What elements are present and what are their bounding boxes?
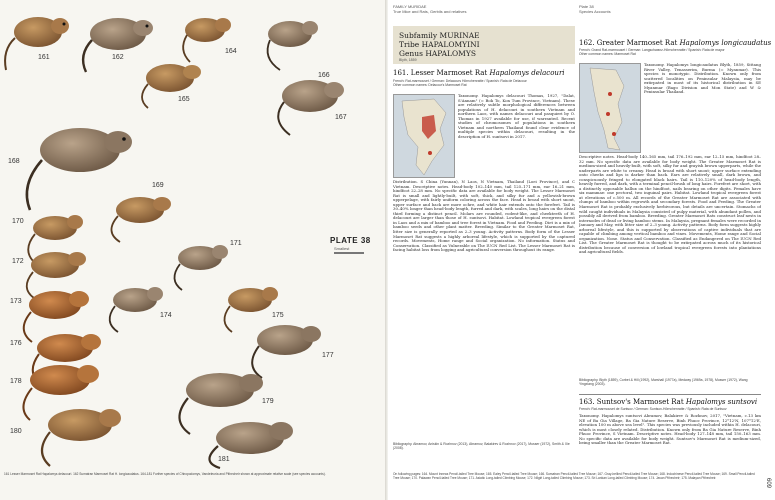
figure-number: 161 bbox=[38, 54, 50, 61]
species-162-common-name: 162. Greater Marmoset Rat bbox=[579, 39, 678, 47]
species-161-bibliography: Bibliography. Abramov, Aniskin & Rozhnov (2013), Abramov, Balakirev & Rozhnov (2017), Musser (1972), Smith & Xie (2008). bbox=[393, 442, 570, 451]
figure-number: 180 bbox=[10, 428, 22, 435]
species-161-title bbox=[393, 69, 565, 77]
species-161-common-name: 161. Lesser Marmoset Rat bbox=[393, 69, 488, 77]
animal-164 bbox=[183, 18, 231, 62]
plate-page bbox=[0, 0, 386, 500]
figure-number: 175 bbox=[272, 312, 284, 319]
figure-number: 173 bbox=[10, 298, 22, 305]
running-header-right bbox=[579, 4, 611, 14]
species-162-taxonomy: Taxonomy. Hapalomys longicaudatus Blyth, 1859, Sittang River Valley, Tenasserim, Burma (= Myanmar). This species is monotypic. Distribution. Known only from scattered localities on Peninsular Malaysia, may be extirpated in most of its historical distribution in SE Myanmar (Bago Division and Mon State) and W & Peninsular Thailand. bbox=[644, 63, 761, 95]
plate-caption: 161 Lesser Marmoset Rat Hapalomys delacouri. 162 Sumatran Marmoset Rat H. longicaudatus. 164-181 Further species of Chiropodomys, Vandeleuria and Pithecheir shown at approximate relative scale (see species accounts). bbox=[4, 472, 326, 476]
figure-number: 171 bbox=[230, 240, 242, 247]
species-163-names: French: Rat-marmouset de Suntsov / German: Suntsov-Hörnchenratte / Spanish: Rata de Suntsov bbox=[579, 407, 727, 411]
species-161-scientific-name: Hapalomys delacouri bbox=[489, 69, 565, 77]
animal-166 bbox=[268, 21, 318, 70]
genus-authority: Blyth, 1859 bbox=[399, 58, 417, 62]
species-161-names: French: Rat-marmouset / German: Delacours Hörnchenratte / Spanish: Rata de Delacour Other common names: Delacour's Marmoset Rat bbox=[393, 79, 527, 88]
figure-number: 164 bbox=[225, 48, 237, 55]
species-162-scientific-name: Hapalomys longicaudatus bbox=[679, 39, 772, 47]
species-162-names: French: Grand Rat-marmouset / German: Langschwanz-Hörnchenratte / Spanish: Rata de mayor Other common names: Marmoset Rat bbox=[579, 48, 725, 57]
animal-165 bbox=[142, 64, 201, 108]
species-163-scientific-name: Hapalomys suntsovi bbox=[685, 398, 758, 406]
footer-caption: On following pages: 164. Mount Inneas Pencil-tailed Tree Mouse; 165. Ealey Pencil-tailed Tree Mouse; 166. Sumatran Pencil-tailed Tree Mouse; 167. Gray-bellied Pencil-tailed Tree Mouse; 168. Indochinese Pencil-tailed Tree Mouse; 169. Small Pencil-tailed Tree Mouse; 170. Palawan Pencil-tailed Tree Mouse; 171. Asiatic Long-tailed Climbing Mouse; 172. Nilgiri Long-tailed Climbing Mouse; 173. Sri Lankan Long-tailed Climbing Mouse; 174. Javan Pithecheir; 175. Malayan Pithecheir. bbox=[393, 472, 755, 481]
animal-169 bbox=[111, 197, 171, 242]
range-map-land bbox=[394, 95, 456, 179]
species-163-common-name: 163. Suntsov's Marmoset Rat bbox=[579, 398, 684, 406]
figure-number: 166 bbox=[318, 72, 330, 79]
animal-161 bbox=[5, 17, 69, 70]
figure-number: 179 bbox=[262, 398, 274, 405]
species-161-account: Distribution. S China (Yunnan), N Laos, N Vietnam, Thailand (Loei Province), and C Vietnam. Descriptive notes. Head-body 102–140 mm, tail 125–171 mm, ear 16–21 mm, hindfoot 22–28 mm. No specific data are available for body weight. The Lesser Marmoset Rat is small and lightly-built, with soft, thick, and silky fur and a yellowish-brown upperpelage, with fairly uniform coloring across the face. Head is broad with short snout, upper surface and back are more ochre, and white hair extends onto the forefeet. Tail is 30–40% longer than head-body length, furred and dark, with scales, long hairs on the distal third forming a distinct pencil. Molars are rounded, rodent-like, and cheekteeth of H. delacouri are larger than those of H. suntsovi. Habitat. Lowland tropical evergreen forest in Laos and a mix of bamboo and tree forest in Vietnam. Food and Feeding. Diet is a mix of bamboo seeds and other plant matter. Breeding. Similar to the Greater Marmoset Rat, litter size is generally reported as 2–3 young. Activity patterns. Body form of the Lesser Marmoset Rat suggests a highly arboreal lifestyle, which is supported by the captured records. Movements, Home range and Social organization. No information. Status and Conservation. Classified as Vulnerable on The IUCN Red List. The Lesser Marmoset Rat is facing habitat loss from logging and agricultural conversion throughout its range. bbox=[393, 180, 575, 253]
range-map-land bbox=[580, 64, 642, 154]
figure-number: 170 bbox=[12, 218, 24, 225]
genus-heading: Genus HAPALOMYS bbox=[399, 49, 476, 58]
running-header-left bbox=[393, 4, 466, 14]
family-title: FAMILY MURIDAE bbox=[393, 4, 427, 9]
animal-171 bbox=[174, 245, 228, 290]
species-163-account: Taxonomy. Hapalomys suntsovi Abramov, Balakirev & Rozhnov, 2017, "Vietnam, c.13 km NE of Ba Gia Village, Ba Gia Nature Reserve, Binh Phuoc Province, 12°12'N, 107°12'E, elevation 100 m above sea level". This species was previously included within H. delacouri, which is most closely related. Distribution. Known only from Ba Gia Nature Reserve, Binh Phuoc Province, S Vietnam. Descriptive notes. Head-body 127–148 mm, tail 150–163 mm. No specific data are available for body weight. Suntsov's Marmoset Rat is medium-sized, being smaller than the Greater Marmoset Rat. bbox=[579, 414, 761, 446]
figure-number: 167 bbox=[335, 114, 347, 121]
plate-reference: Plate 38 bbox=[579, 4, 594, 9]
animal-167 bbox=[278, 80, 344, 135]
animal-168 bbox=[27, 128, 132, 210]
figure-number: 174 bbox=[160, 312, 172, 319]
species-162-bibliography: Bibliography. Blyth (1859), Corbet & Hill (1992), Marshall (1977a), Medway (1969a, 1978), Musser (1972), Wang Yingxiang (2003). bbox=[579, 378, 748, 387]
figure-number: 178 bbox=[10, 378, 22, 385]
section-divider bbox=[579, 394, 761, 395]
species-162-title bbox=[579, 39, 771, 47]
animal-173 bbox=[24, 291, 89, 342]
plate-illustrations bbox=[0, 0, 386, 470]
figure-number: 181 bbox=[218, 456, 230, 463]
scale-label: Smallest bbox=[334, 246, 350, 251]
species-161-range-map bbox=[393, 94, 455, 178]
species-162-range-map bbox=[579, 63, 641, 153]
scale-legend bbox=[334, 246, 374, 255]
species-163-title bbox=[579, 398, 757, 406]
animal-177 bbox=[252, 325, 321, 378]
figure-number: 165 bbox=[178, 96, 190, 103]
animal-175 bbox=[224, 287, 278, 332]
animal-180 bbox=[42, 409, 121, 466]
figure-number: 176 bbox=[10, 340, 22, 347]
plate-title: PLATE 38 bbox=[330, 236, 371, 245]
tribe-heading: Tribe HAPALOMYINI bbox=[399, 40, 480, 49]
species-162-account: Descriptive notes. Head-body 140–165 mm, tail 176–192 mm, ear 12–15 mm, hindfoot 28–32 mm. No specific data are available for body weight. The Greater Marmoset Rat is medium-sized and heavily-built, with soft, silky fur and grayish brown upperparts, while the underparts are white to creamy. Head is broad with short snout; upper surface extending onto cheeks and lips is darker than back. Ears are relatively small, dark brown, and conspicuously fringed to elongated black hairs. Tail is 110–120% of head-body length, heavily furred, and dark, with a terminal pencil-brush of long hairs. Forefeet are short, with a distinctly opposable hallux on the hindfoot, nails bearing on other digits. Females have six mammae: one pectoral, two inguinal pairs. Habitat. Lowland tropical evergreen forest at elevations of c.500 m. All records of the Greater Marmoset Rat are associated with clumps of bamboo within regrowth and secondary forests. Food and Feeding. The Greater Marmoset Rat is probably exclusively herbivorous, but details are uncertain. Stomachs of wild caught individuals in Malaysia consisted of pulpy material, with abundant pollen, and possibly all derived from bamboo. Breeding. Greater Marmoset Rats construct leaf nests in internodes of dead or living bamboo stems. In Malaysia, pregnant females were recorded in January and May, with litter size of 2–3 young. Activity patterns. Body form suggests highly arboreal lifestyle, and this is supported by observations of captive individuals that are capable of climbing among vertical bamboo and vines. Movements, Home range and Social organization. None. Status and Conservation. Classified as Endangered on The IUCN Red List. The Greater Marmoset Rat is thought to be extirpated across much of its historical distribution because of conversion of lowland tropical evergreen forests into plantations and agricultural fields. bbox=[579, 155, 761, 255]
subfamily-heading: Subfamily MURINAE bbox=[399, 31, 480, 40]
family-subtitle: True Mice and Rats, Gerbils and relatives bbox=[393, 9, 467, 14]
figure-number: 172 bbox=[12, 258, 24, 265]
animal-162 bbox=[83, 18, 153, 72]
scale-bar bbox=[334, 252, 364, 254]
animal-174 bbox=[110, 287, 163, 332]
figure-number: 177 bbox=[322, 352, 334, 359]
taxonomy-box bbox=[393, 26, 575, 64]
figure-number: 162 bbox=[112, 54, 124, 61]
figure-number: 168 bbox=[8, 158, 20, 165]
species-161-taxonomy: Taxonomy. Hapalomys delacouri Thomas, 1927, "Dalat, S'Annam" (= Bok To, Kon Tum Province, Vietnam). These are relatively subtle morphological differences between populations of H. delacouri in southern Vietnam and northern Laos, with names delacouri and pasquieri by O. Thomas in 1927 available for use, if warranted. Recent studies of chromosomes of populations in southern Vietnam and northern Thailand found clear evidence of multiple species within delacouri, resulting in the description of H. suntsovi in 2017. bbox=[458, 94, 575, 139]
plate-reference-sub: Species Accounts bbox=[579, 9, 611, 14]
figure-number: 169 bbox=[152, 182, 164, 189]
page-number: 609 bbox=[765, 477, 772, 489]
